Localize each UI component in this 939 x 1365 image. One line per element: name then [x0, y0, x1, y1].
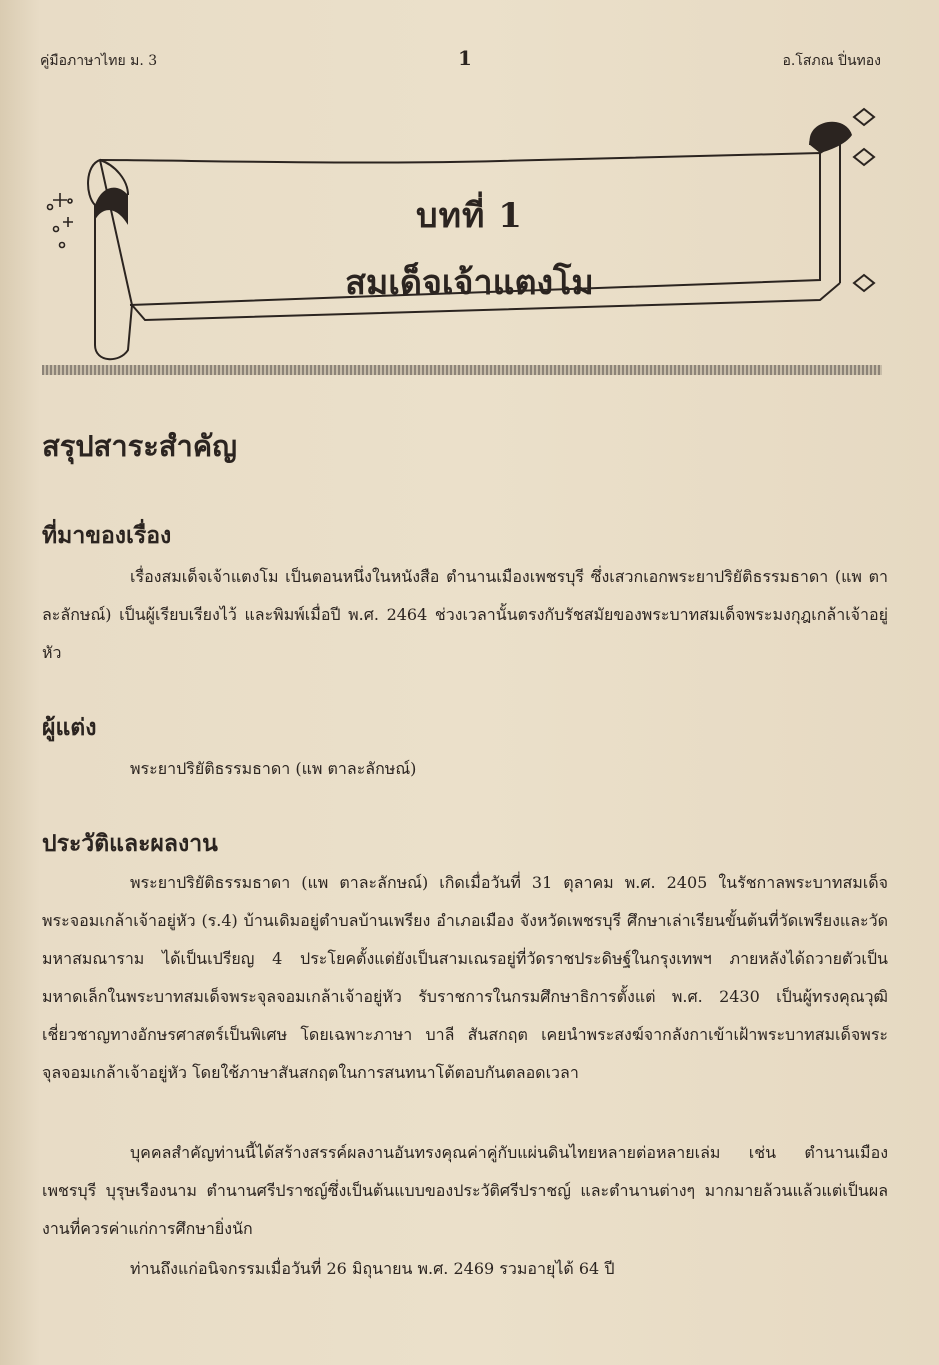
- divider-rule: [42, 365, 882, 375]
- paragraph-biography-2: บุคคลสำคัญท่านนี้ได้สร้างสรรค์ผลงานอันทรงคุณค่าคู่กับแผ่นดินไทยหลายต่อหลายเล่ม เช่น ตำนานเมืองเพชรบุรี บุรุษเรืองนาม ตำนานศรีปราชญ์ซึ่งเป็นต้นแบบของประวัติศรีปราชญ์ และตำนานต่างๆ มากมายล้วนแล้วแต่เป็นผลงานที่ควรค่าแก่การศึกษายิ่งนัก: [42, 1143, 888, 1238]
- chapter-number: บทที่ 1: [416, 196, 523, 236]
- section-title: สรุปสาระสำคัญ: [42, 429, 237, 463]
- chapter-title: สมเด็จเจ้าแตงโม: [345, 263, 594, 303]
- header-book-title: คู่มือภาษาไทย ม. 3: [40, 53, 158, 69]
- page-number: 1: [458, 46, 472, 70]
- header-author: อ.โสภณ ปิ่นทอง: [782, 53, 881, 69]
- paragraph-origin: เรื่องสมเด็จเจ้าแตงโม เป็นตอนหนึ่งในหนังสือ ตำนานเมืองเพชรบุรี ซึ่งเสวกเอกพระยาปริยัติธรรมธาดา (แพ ตาละลักษณ์) เป็นผู้เรียบเรียงไว้ และพิมพ์เมื่อปี พ.ศ. 2464 ช่วงเวลานั้นตรงกับรัชสมัยของพระบาทสมเด็จพระมงกุฎเกล้าเจ้าอยู่หัว: [42, 567, 888, 662]
- heading-biography: ประวัติและผลงาน: [42, 830, 218, 857]
- paragraph-biography-3: ท่านถึงแก่อนิจกรรมเมื่อวันที่ 26 มิถุนายน พ.ศ. 2469 รวมอายุได้ 64 ปี: [130, 1259, 615, 1278]
- heading-author: ผู้แต่ง: [42, 714, 97, 741]
- heading-origin: ที่มาของเรื่อง: [42, 522, 172, 549]
- paragraph-biography-1: พระยาปริยัติธรรมธาดา (แพ ตาละลักษณ์) เกิดเมื่อวันที่ 31 ตุลาคม พ.ศ. 2405 ในรัชกาลพระบาทสมเด็จพระจอมเกล้าเจ้าอยู่หัว (ร.4) บ้านเดิมอยู่ตำบลบ้านเพรียง อำเภอเมือง จังหวัดเพชรบุรี ศึกษาเล่าเรียนขั้นต้นที่วัดเพรียงและวัดมหาสมณาราม ได้เป็นเปรียญ 4 ประโยคตั้งแต่ยังเป็นสามเณรอยู่ที่วัดราชประดิษฐ์ในกรุงเทพฯ ภายหลังได้ถวายตัวเป็นมหาดเล็กในพระบาทสมเด็จพระจุลจอมเกล้าเจ้าอยู่หัว รับราชการในกรมศึกษาธิการตั้งแต่ พ.ศ. 2430 เป็นผู้ทรงคุณวุฒิเชี่ยวชาญทางอักษรศาสตร์เป็นพิเศษ โดยเฉพาะภาษา บาลี สันสกฤต เคยนำพระสงฆ์จากลังกาเข้าเฝ้าพระบาทสมเด็จพระจุลจอมเกล้าเจ้าอยู่หัว โดยใช้ภาษาสันสกฤตในการสนทนาโต้ตอบกันตลอดเวลา: [42, 873, 888, 1082]
- paragraph-author: พระยาปริยัติธรรมธาดา (แพ ตาละลักษณ์): [130, 759, 417, 778]
